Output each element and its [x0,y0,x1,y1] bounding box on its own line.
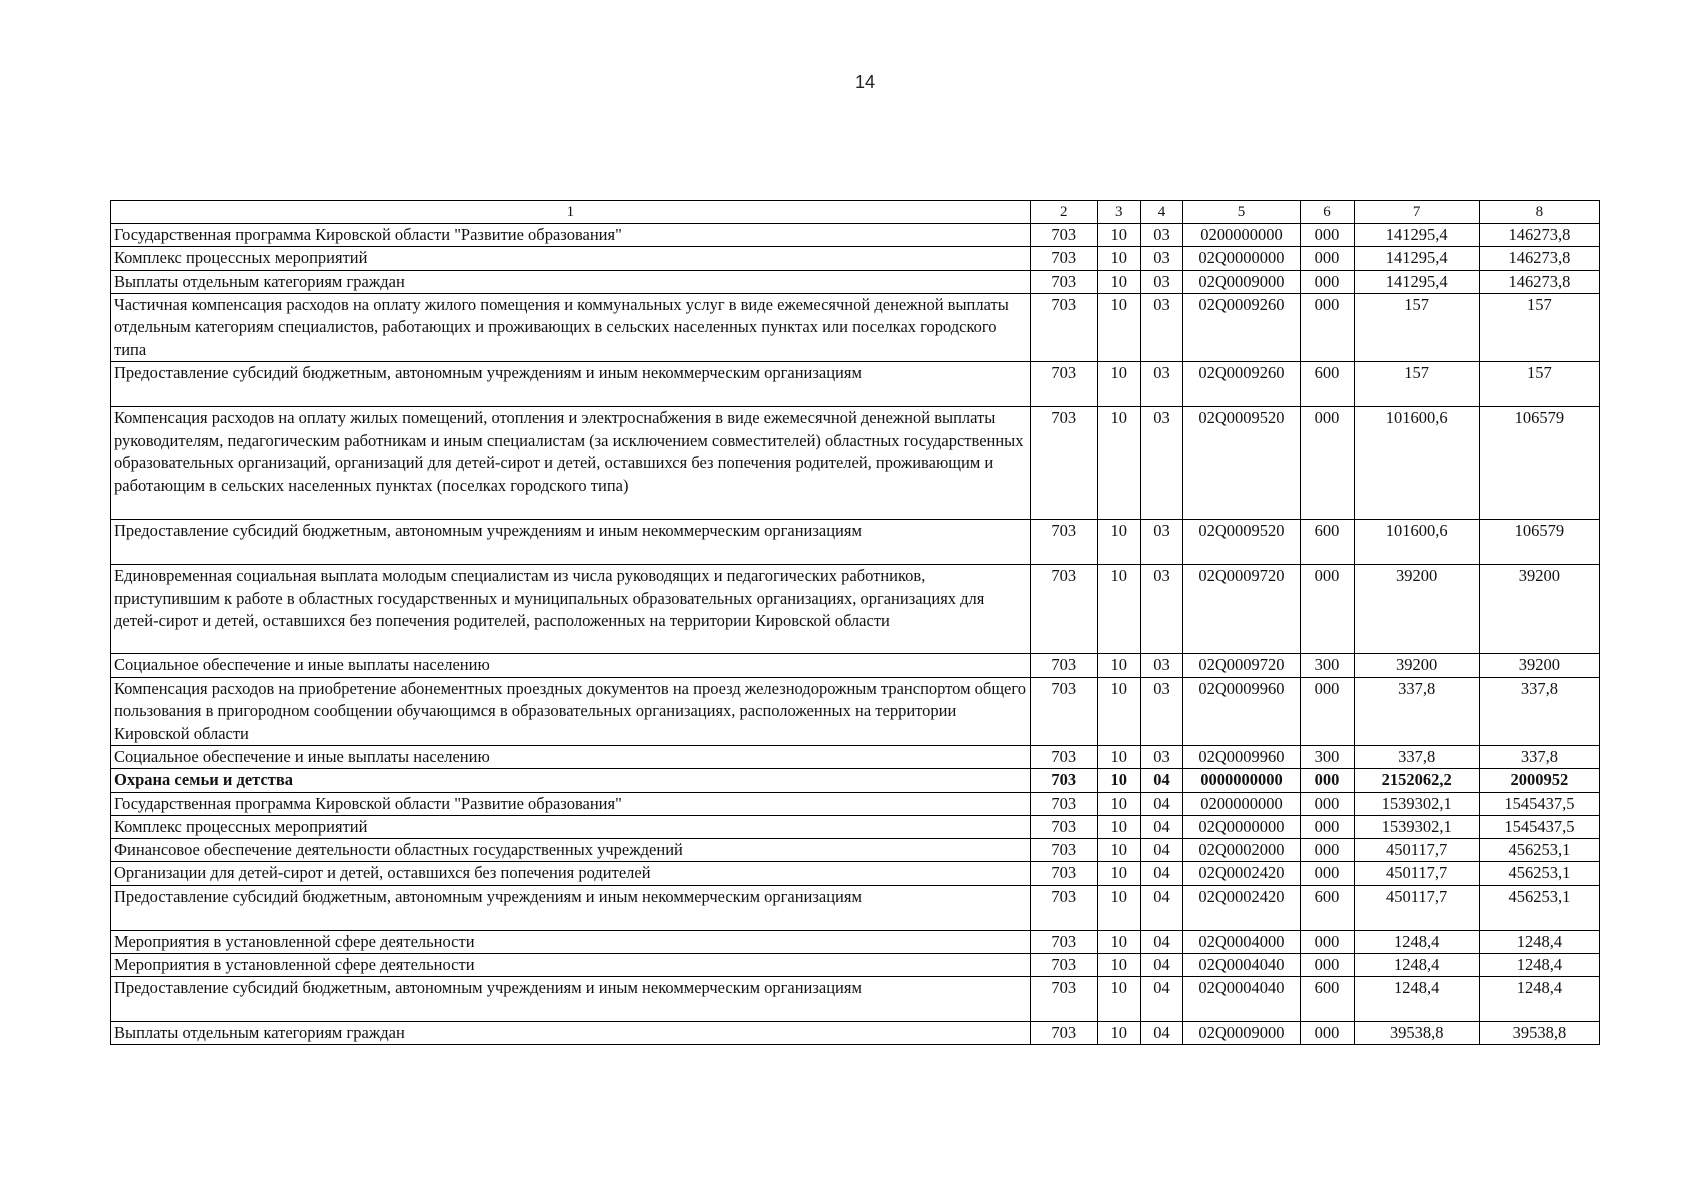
cell-expense-type: 000 [1300,407,1354,520]
table-row [111,362,1600,407]
cell-section: 10 [1097,362,1140,407]
cell-target-code: 02Q0009260 [1183,362,1300,407]
row-name: Финансовое обеспечение деятельности областных государственных учреждений [111,839,1031,862]
cell-ministry: 703 [1030,839,1097,862]
cell-subsection: 03 [1140,224,1183,247]
cell-expense-type: 000 [1300,769,1354,792]
cell-section: 10 [1097,769,1140,792]
row-name: Предоставление субсидий бюджетным, автономным учреждениям и иным некоммерческим организациям [111,362,1031,407]
cell-section: 10 [1097,885,1140,930]
cell-expense-type: 000 [1300,247,1354,270]
cell-subsection: 04 [1140,885,1183,930]
cell-amount-2: 1545437,5 [1479,815,1599,838]
cell-section: 10 [1097,815,1140,838]
cell-amount-2: 39200 [1479,654,1599,677]
cell-section: 10 [1097,520,1140,565]
cell-amount-1: 337,8 [1354,746,1479,769]
table-row [111,293,1600,362]
cell-expense-type: 000 [1300,839,1354,862]
row-name: Предоставление субсидий бюджетным, автономным учреждениям и иным некоммерческим организациям [111,885,1031,930]
cell-subsection: 03 [1140,247,1183,270]
col-header-1: 1 [111,201,1031,224]
cell-amount-2: 2000952 [1479,769,1599,792]
cell-subsection: 04 [1140,1022,1183,1045]
cell-target-code: 02Q0004040 [1183,977,1300,1022]
cell-subsection: 03 [1140,407,1183,520]
cell-ministry: 703 [1030,270,1097,293]
table-row [111,977,1600,1022]
table-row [111,746,1600,769]
cell-amount-2: 39200 [1479,565,1599,654]
cell-ministry: 703 [1030,565,1097,654]
cell-ministry: 703 [1030,520,1097,565]
cell-ministry: 703 [1030,885,1097,930]
cell-subsection: 03 [1140,565,1183,654]
cell-amount-2: 456253,1 [1479,862,1599,885]
cell-expense-type: 600 [1300,885,1354,930]
cell-expense-type: 000 [1300,862,1354,885]
cell-subsection: 04 [1140,769,1183,792]
cell-ministry: 703 [1030,293,1097,362]
cell-subsection: 04 [1140,953,1183,976]
cell-target-code: 02Q0009960 [1183,677,1300,746]
cell-section: 10 [1097,1022,1140,1045]
cell-expense-type: 000 [1300,293,1354,362]
cell-amount-2: 1545437,5 [1479,792,1599,815]
cell-section: 10 [1097,407,1140,520]
cell-amount-1: 39200 [1354,654,1479,677]
cell-amount-1: 450117,7 [1354,862,1479,885]
cell-subsection: 03 [1140,677,1183,746]
table-row [111,885,1600,930]
table-row [111,654,1600,677]
row-name: Компенсация расходов на оплату жилых помещений, отопления и электроснабжения в виде ежемесячной денежной выплаты руководителям, педагогическим работникам и иным специалистам (за исключением совместителей) областных государственных образовательных организаций, организаций для детей-сирот и детей, оставшихся без попечения родителей, проживающим и работающим в сельских населенных пунктах (поселках городского типа) [111,407,1031,520]
cell-amount-1: 141295,4 [1354,247,1479,270]
cell-expense-type: 000 [1300,270,1354,293]
cell-amount-1: 2152062,2 [1354,769,1479,792]
row-name: Комплекс процессных мероприятий [111,815,1031,838]
cell-section: 10 [1097,862,1140,885]
cell-amount-1: 39200 [1354,565,1479,654]
cell-amount-2: 146273,8 [1479,247,1599,270]
cell-expense-type: 000 [1300,1022,1354,1045]
cell-ministry: 703 [1030,407,1097,520]
row-name: Комплекс процессных мероприятий [111,247,1031,270]
cell-subsection: 03 [1140,362,1183,407]
page-number: 14 [854,72,876,92]
header-row [111,201,1600,224]
cell-section: 10 [1097,654,1140,677]
cell-ministry: 703 [1030,862,1097,885]
cell-amount-1: 1248,4 [1354,930,1479,953]
cell-amount-1: 1539302,1 [1354,815,1479,838]
row-name: Компенсация расходов на приобретение абонементных проездных документов на проезд железнодорожным транспортом общего пользования в пригородном сообщении обучающимся в образовательных организациях, расположенных на территории Кировской области [111,677,1031,746]
cell-subsection: 03 [1140,520,1183,565]
cell-amount-1: 450117,7 [1354,839,1479,862]
cell-target-code: 02Q0009000 [1183,270,1300,293]
cell-target-code: 0000000000 [1183,769,1300,792]
row-name: Охрана семьи и детства [111,769,1031,792]
row-name: Государственная программа Кировской области "Развитие образования" [111,224,1031,247]
cell-amount-2: 456253,1 [1479,839,1599,862]
cell-expense-type: 600 [1300,520,1354,565]
row-name: Выплаты отдельным категориям граждан [111,1022,1031,1045]
table-row [111,224,1600,247]
cell-ministry: 703 [1030,247,1097,270]
cell-target-code: 02Q0000000 [1183,247,1300,270]
cell-section: 10 [1097,930,1140,953]
cell-subsection: 03 [1140,654,1183,677]
cell-ministry: 703 [1030,1022,1097,1045]
table-row [111,1022,1600,1045]
cell-target-code: 02Q0004000 [1183,930,1300,953]
cell-amount-1: 101600,6 [1354,520,1479,565]
cell-amount-1: 337,8 [1354,677,1479,746]
table-row [111,407,1600,520]
cell-target-code: 02Q0009720 [1183,565,1300,654]
cell-amount-2: 1248,4 [1479,953,1599,976]
cell-target-code: 0200000000 [1183,792,1300,815]
col-header-7: 7 [1354,201,1479,224]
row-name: Государственная программа Кировской области "Развитие образования" [111,792,1031,815]
row-name: Социальное обеспечение и иные выплаты населению [111,746,1031,769]
cell-expense-type: 600 [1300,362,1354,407]
cell-amount-2: 337,8 [1479,677,1599,746]
cell-expense-type: 300 [1300,746,1354,769]
cell-amount-2: 157 [1479,293,1599,362]
cell-ministry: 703 [1030,930,1097,953]
row-name: Мероприятия в установленной сфере деятельности [111,930,1031,953]
cell-subsection: 04 [1140,839,1183,862]
cell-target-code: 0200000000 [1183,224,1300,247]
cell-expense-type: 600 [1300,977,1354,1022]
cell-section: 10 [1097,270,1140,293]
cell-amount-1: 1539302,1 [1354,792,1479,815]
cell-ministry: 703 [1030,977,1097,1022]
cell-target-code: 02Q0009000 [1183,1022,1300,1045]
cell-amount-2: 146273,8 [1479,270,1599,293]
row-name: Предоставление субсидий бюджетным, автономным учреждениям и иным некоммерческим организациям [111,520,1031,565]
cell-target-code: 02Q0000000 [1183,815,1300,838]
table-row [111,953,1600,976]
cell-target-code: 02Q0009960 [1183,746,1300,769]
cell-ministry: 703 [1030,815,1097,838]
col-header-8: 8 [1479,201,1599,224]
cell-expense-type: 000 [1300,677,1354,746]
table-row [111,247,1600,270]
cell-amount-2: 106579 [1479,520,1599,565]
row-name: Единовременная социальная выплата молодым специалистам из числа руководящих и педагогических работников, приступившим к работе в областных государственных и муниципальных образовательных организациях, организациях для детей-сирот и детей, оставшихся без попечения родителей, расположенных на территории Кировской области [111,565,1031,654]
cell-expense-type: 000 [1300,224,1354,247]
row-name: Организации для детей-сирот и детей, оставшихся без попечения родителей [111,862,1031,885]
table-row [111,815,1600,838]
cell-amount-2: 1248,4 [1479,977,1599,1022]
cell-subsection: 04 [1140,862,1183,885]
cell-section: 10 [1097,792,1140,815]
cell-section: 10 [1097,953,1140,976]
table-row [111,565,1600,654]
cell-amount-2: 1248,4 [1479,930,1599,953]
row-name: Предоставление субсидий бюджетным, автономным учреждениям и иным некоммерческим организациям [111,977,1031,1022]
table-row [111,270,1600,293]
cell-target-code: 02Q0009520 [1183,520,1300,565]
cell-amount-2: 146273,8 [1479,224,1599,247]
col-header-4: 4 [1140,201,1183,224]
cell-target-code: 02Q0002420 [1183,885,1300,930]
cell-amount-1: 157 [1354,293,1479,362]
cell-target-code: 02Q0009520 [1183,407,1300,520]
row-name: Социальное обеспечение и иные выплаты населению [111,654,1031,677]
cell-amount-2: 157 [1479,362,1599,407]
cell-expense-type: 000 [1300,930,1354,953]
cell-section: 10 [1097,677,1140,746]
cell-amount-1: 450117,7 [1354,885,1479,930]
cell-expense-type: 000 [1300,815,1354,838]
cell-ministry: 703 [1030,746,1097,769]
cell-subsection: 04 [1140,792,1183,815]
cell-ministry: 703 [1030,953,1097,976]
cell-subsection: 03 [1140,270,1183,293]
cell-section: 10 [1097,247,1140,270]
cell-amount-1: 39538,8 [1354,1022,1479,1045]
cell-section: 10 [1097,746,1140,769]
section-total-row [111,769,1600,792]
cell-expense-type: 000 [1300,565,1354,654]
cell-amount-2: 106579 [1479,407,1599,520]
cell-amount-1: 141295,4 [1354,224,1479,247]
cell-ministry: 703 [1030,677,1097,746]
cell-section: 10 [1097,565,1140,654]
cell-subsection: 04 [1140,930,1183,953]
cell-amount-1: 1248,4 [1354,977,1479,1022]
table-row [111,930,1600,953]
cell-amount-1: 101600,6 [1354,407,1479,520]
cell-target-code: 02Q0004040 [1183,953,1300,976]
budget-table [110,200,1600,1045]
cell-amount-1: 141295,4 [1354,270,1479,293]
cell-ministry: 703 [1030,224,1097,247]
cell-subsection: 04 [1140,977,1183,1022]
col-header-3: 3 [1097,201,1140,224]
cell-ministry: 703 [1030,362,1097,407]
row-name: Частичная компенсация расходов на оплату жилого помещения и коммунальных услуг в виде ежемесячной денежной выплаты отдельным категориям специалистов, работающих и проживающих в сельских населенных пунктах или поселках городского типа [111,293,1031,362]
cell-ministry: 703 [1030,769,1097,792]
cell-amount-2: 456253,1 [1479,885,1599,930]
cell-target-code: 02Q0002000 [1183,839,1300,862]
cell-subsection: 04 [1140,815,1183,838]
cell-expense-type: 300 [1300,654,1354,677]
table-row [111,839,1600,862]
cell-section: 10 [1097,839,1140,862]
table-row [111,862,1600,885]
table-row [111,792,1600,815]
cell-expense-type: 000 [1300,792,1354,815]
table-row [111,520,1600,565]
col-header-6: 6 [1300,201,1354,224]
cell-ministry: 703 [1030,792,1097,815]
row-name: Выплаты отдельным категориям граждан [111,270,1031,293]
cell-section: 10 [1097,977,1140,1022]
cell-subsection: 03 [1140,746,1183,769]
cell-amount-1: 1248,4 [1354,953,1479,976]
row-name: Мероприятия в установленной сфере деятельности [111,953,1031,976]
table-row [111,677,1600,746]
col-header-5: 5 [1183,201,1300,224]
cell-amount-2: 337,8 [1479,746,1599,769]
cell-target-code: 02Q0009720 [1183,654,1300,677]
cell-section: 10 [1097,293,1140,362]
cell-amount-2: 39538,8 [1479,1022,1599,1045]
cell-expense-type: 000 [1300,953,1354,976]
col-header-2: 2 [1030,201,1097,224]
cell-target-code: 02Q0009260 [1183,293,1300,362]
cell-target-code: 02Q0002420 [1183,862,1300,885]
cell-subsection: 03 [1140,293,1183,362]
cell-section: 10 [1097,224,1140,247]
cell-ministry: 703 [1030,654,1097,677]
cell-amount-1: 157 [1354,362,1479,407]
